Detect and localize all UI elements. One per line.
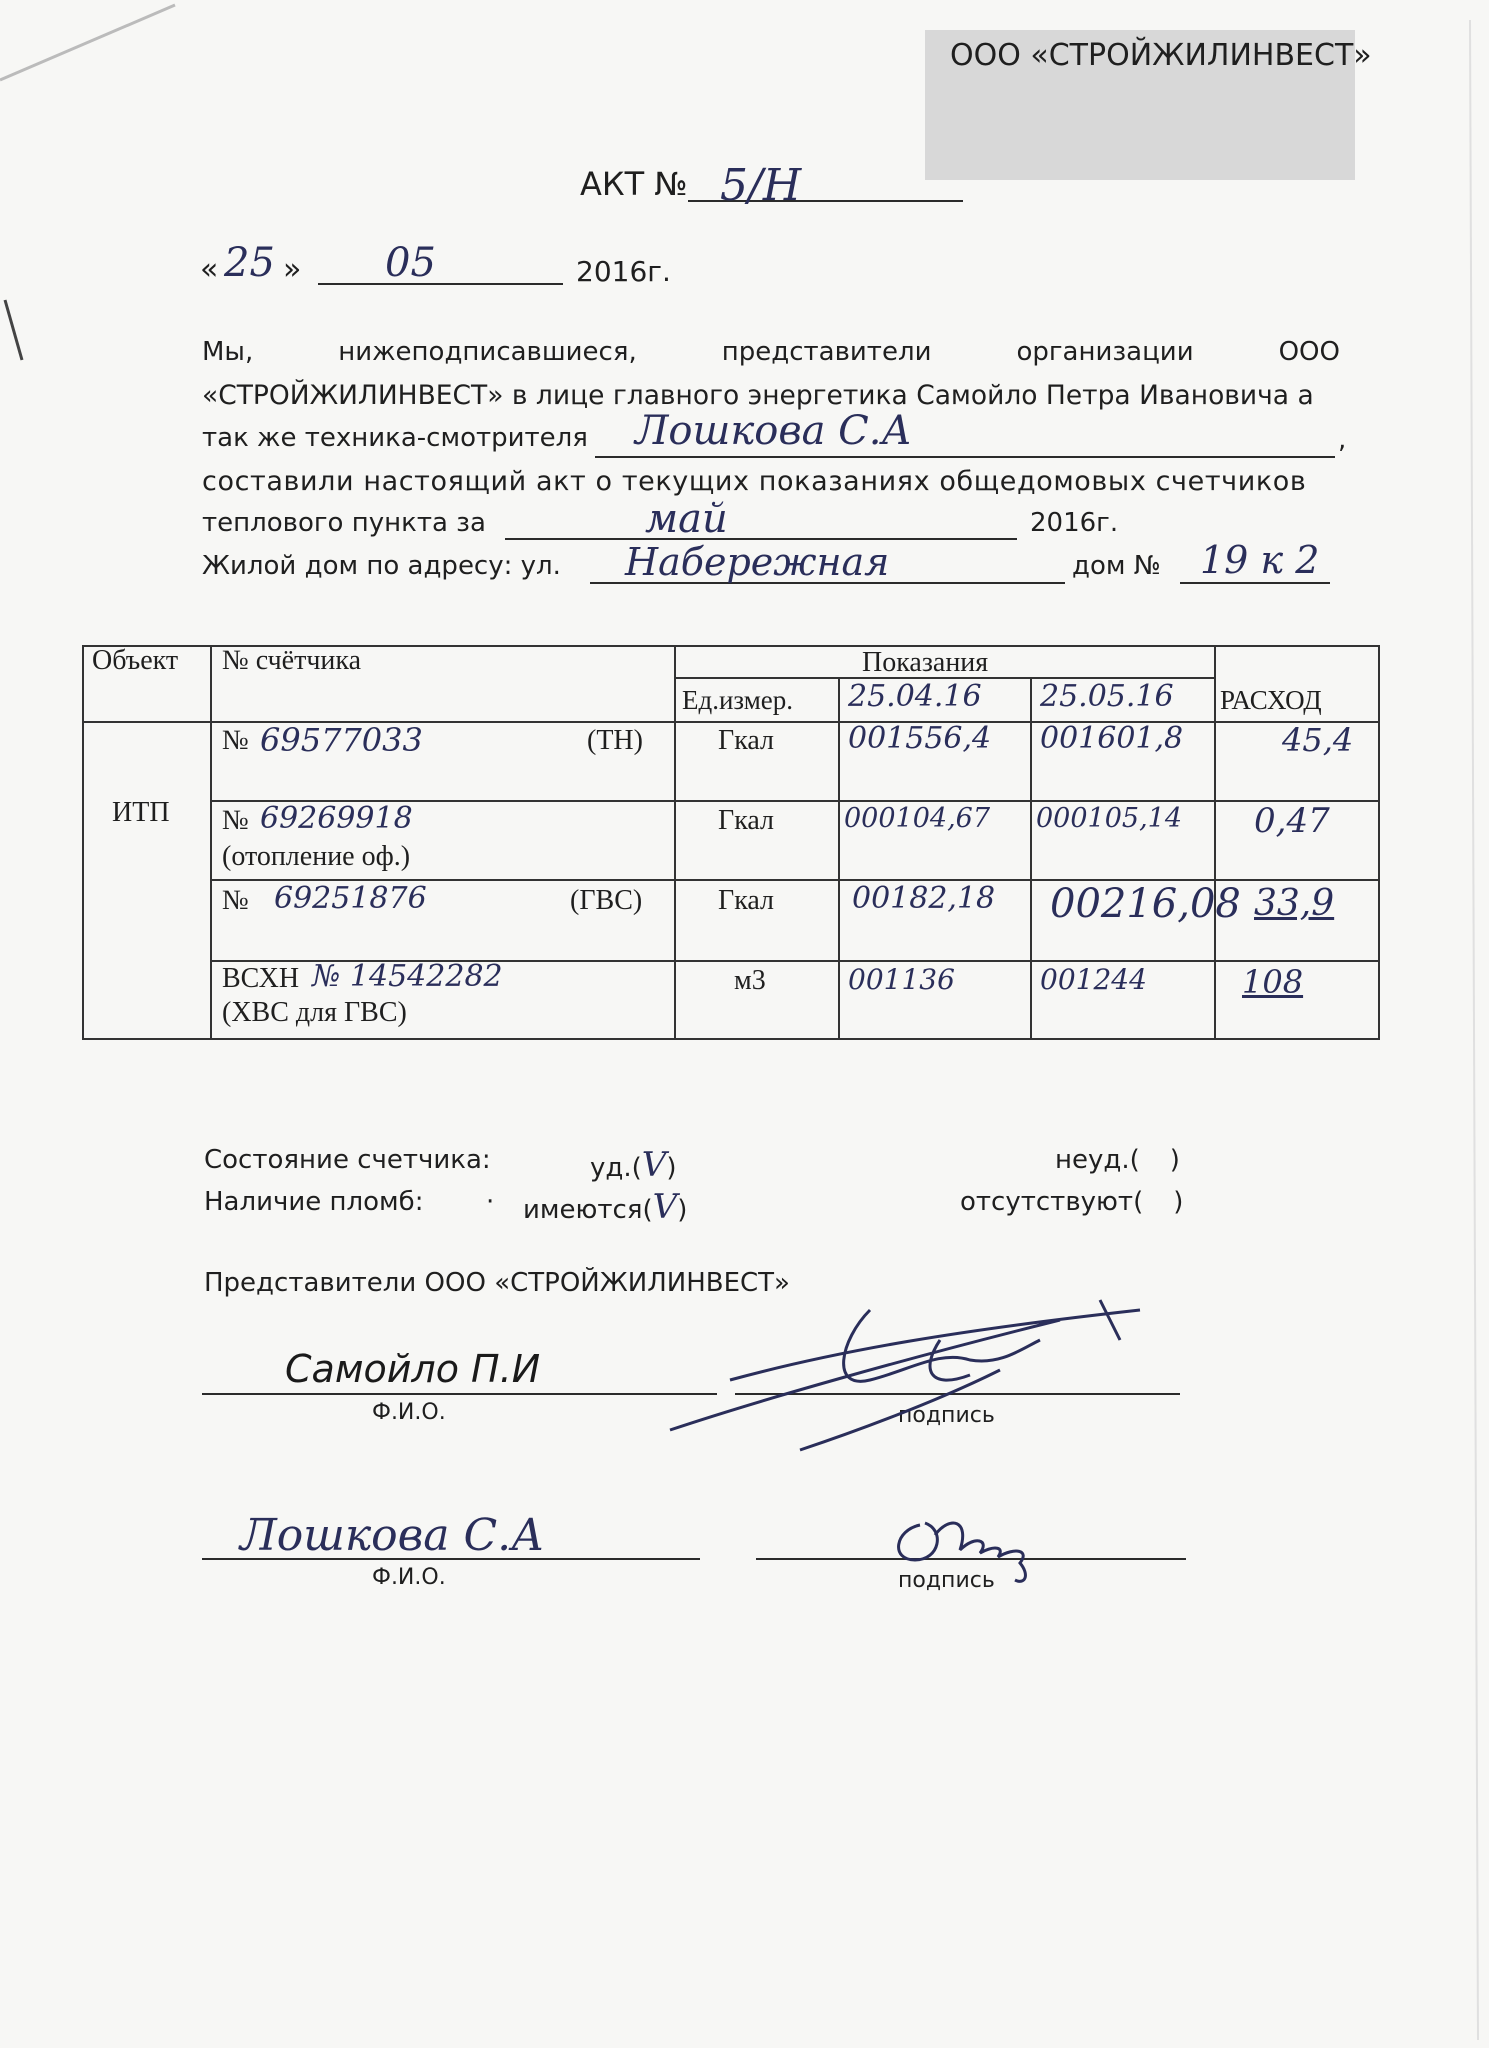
date-day: 25	[224, 240, 275, 286]
body-line-1-word-1: Мы,	[202, 337, 254, 367]
header-consumption: РАСХОД	[1220, 685, 1322, 715]
row-1-unit: Гкал	[718, 725, 775, 756]
body-line-1-word-4: организации	[1016, 337, 1194, 367]
row-2-prefix: №	[222, 805, 249, 836]
row-3-meter: 69251876	[274, 881, 427, 916]
date-month-underline	[318, 283, 563, 285]
person-2-fio-label: Ф.И.О.	[372, 1565, 446, 1590]
street-name: Набережная	[625, 540, 890, 584]
date-year: 2016г.	[576, 255, 671, 288]
body-line-3-prefix: так же техника-смотрителя	[202, 423, 588, 453]
person-1-signature	[640, 1280, 1160, 1460]
body-line-3-suffix: ,	[1338, 425, 1347, 455]
house-label: дом №	[1072, 551, 1161, 581]
row-3-unit: Гкал	[718, 885, 775, 916]
row-1-meter: 69577033	[260, 721, 423, 759]
person-2-signature-label: подпись	[898, 1568, 995, 1593]
seals-present-close: )	[677, 1195, 688, 1225]
meter-state-ok	[590, 1145, 677, 1185]
seals-present-label: имеются(	[523, 1195, 653, 1225]
row-1-prefix: №	[222, 725, 249, 756]
row-2-prev: 000104,67	[844, 803, 991, 834]
row-1-consumption: 45,4	[1282, 721, 1354, 759]
header-object: Объект	[92, 645, 179, 676]
row-3-consumption: 33,9	[1254, 883, 1335, 924]
row-1-label: (ТН)	[587, 725, 643, 756]
row-2-consumption: 0,47	[1254, 801, 1330, 841]
seals-dot: ·	[486, 1187, 495, 1217]
row-4-unit: м3	[734, 965, 766, 996]
seals-present	[523, 1187, 687, 1227]
person-1-name: Самойло П.И	[285, 1347, 541, 1391]
row-2-meter: 69269918	[260, 801, 413, 836]
object-value: ИТП	[112, 797, 170, 828]
act-title-prefix: АКТ №	[580, 165, 688, 203]
table-border-bottom	[82, 1038, 1380, 1040]
table-border-right	[1378, 645, 1380, 1040]
seals-present-mark: V	[652, 1187, 678, 1227]
row-4-consumption: 108	[1242, 963, 1304, 1001]
body-line-1-word-5: ООО	[1278, 337, 1340, 367]
row-1-prev: 001556,4	[848, 721, 992, 756]
seals-absent	[960, 1187, 1183, 1217]
body-line-5-suffix: 2016г.	[1030, 508, 1119, 538]
organization-name: ООО «СТРОЙЖИЛИНВЕСТ»	[950, 38, 1372, 73]
person-2-signature	[880, 1505, 1080, 1595]
body-line-6-prefix: Жилой дом по адресу: ул.	[202, 551, 561, 581]
row-2-label: (отопление оф.)	[222, 841, 411, 872]
body-line-1	[202, 337, 1340, 367]
row-2-unit: Гкал	[718, 805, 775, 836]
house-number-underline	[1180, 582, 1330, 584]
seals-label: Наличие пломб:	[204, 1187, 424, 1217]
technician-name-underline	[595, 456, 1335, 458]
row-2-curr: 000105,14	[1036, 803, 1183, 834]
period-month: май	[645, 496, 728, 542]
meter-state-ok-label: уд.(	[590, 1153, 642, 1183]
meter-readings-table	[82, 645, 1380, 1040]
row-3-prefix: №	[222, 885, 249, 916]
body-line-1-word-3: представители	[721, 337, 932, 367]
technician-name: Лошкова С.А	[635, 408, 912, 454]
person-1-signature-label: подпись	[898, 1403, 995, 1428]
header-meter-no: № счётчика	[222, 645, 362, 676]
body-line-5-prefix: теплового пункта за	[202, 508, 486, 538]
meter-state-bad	[1055, 1145, 1180, 1175]
body-line-1-word-2: нижеподписавшиеся,	[338, 337, 637, 367]
row-3-prev: 00182,18	[852, 881, 996, 916]
row-4-curr: 001244	[1040, 963, 1147, 996]
act-number: 5/Н	[720, 160, 802, 211]
person-1-fio-label: Ф.И.О.	[372, 1400, 446, 1425]
body-line-4: составили настоящий акт о текущих показаниях общедомовых счетчиков	[202, 466, 1307, 497]
row-1-curr: 001601,8	[1040, 721, 1184, 756]
table-border-left	[82, 645, 84, 1040]
row-3-curr: 00216,08	[1050, 881, 1241, 927]
row-4-prefix: ВСХН	[222, 963, 300, 994]
row-4-prev: 001136	[848, 963, 955, 996]
row-4-meter: № 14542282	[312, 959, 503, 994]
meter-state-bad-label: неуд.(	[1055, 1145, 1140, 1175]
meter-state-ok-mark: V	[641, 1145, 667, 1185]
person-2-name: Лошкова С.А	[240, 1510, 545, 1561]
house-number: 19 к 2	[1200, 538, 1320, 582]
seals-absent-close: )	[1173, 1187, 1184, 1217]
table-col-sep-4	[1030, 677, 1032, 1040]
table-col-sep-3	[838, 677, 840, 1040]
table-col-sep-2	[674, 645, 676, 1040]
representatives-label: Представители ООО «СТРОЙЖИЛИНВЕСТ»	[204, 1268, 790, 1298]
meter-state-bad-close: )	[1169, 1145, 1180, 1175]
header-unit: Ед.измер.	[682, 685, 794, 715]
date-open-quote: «	[200, 252, 219, 287]
header-date-2: 25.05.16	[1040, 679, 1174, 714]
meter-state-ok-close: )	[666, 1153, 677, 1183]
date-close-quote: »	[283, 252, 302, 287]
header-date-1: 25.04.16	[848, 679, 982, 714]
meter-state-label: Состояние счетчика:	[204, 1145, 491, 1175]
table-col-sep-5	[1214, 645, 1216, 1040]
row-4-label: (ХВС для ГВС)	[222, 997, 407, 1028]
row-3-label: (ГВС)	[570, 885, 643, 916]
date-month: 05	[385, 240, 436, 286]
header-readings: Показания	[862, 647, 989, 678]
table-col-sep-1	[210, 645, 212, 1040]
body-line-2: «СТРОЙЖИЛИНВЕСТ» в лице главного энергетика Самойло Петра Ивановича а	[202, 380, 1314, 411]
person-2-name-underline	[202, 1558, 700, 1560]
seals-absent-label: отсутствуют(	[960, 1187, 1144, 1217]
